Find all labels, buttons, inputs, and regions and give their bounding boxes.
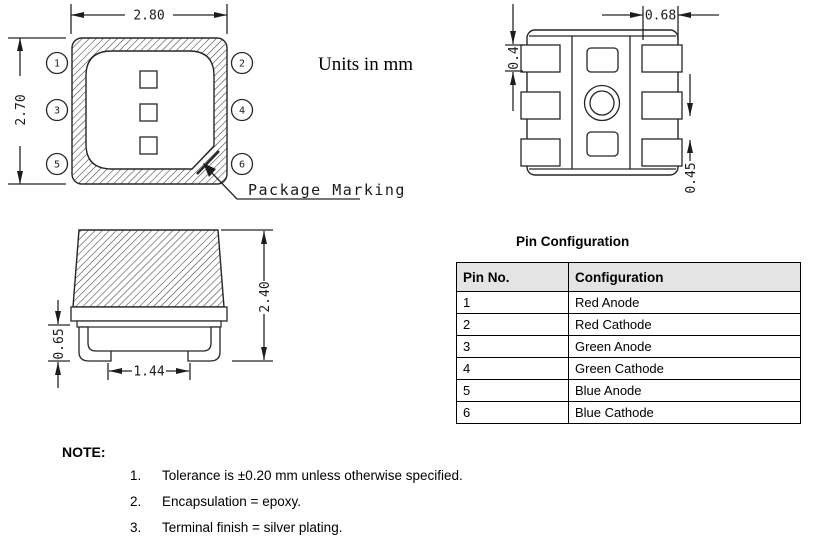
cell-config: Red Anode: [569, 292, 801, 314]
lead-left: [79, 327, 111, 361]
table-row: [457, 292, 801, 314]
dimension-pad-gap: [684, 74, 699, 194]
note-item: [130, 520, 463, 546]
table-row: [457, 402, 801, 424]
cell-pin: 2: [457, 314, 569, 336]
pin-5-label: 5: [53, 159, 61, 171]
cell-config: Blue Cathode: [569, 402, 801, 424]
lead-right: [188, 327, 220, 361]
note-number: 3.: [130, 520, 142, 535]
note-number: 2.: [130, 494, 142, 509]
pin-3-label: 3: [53, 105, 61, 117]
top-view: [8, 4, 406, 199]
note-number: 1.: [130, 468, 142, 483]
header-configuration: Configuration: [569, 263, 801, 292]
dimension-side-height: [221, 230, 273, 361]
cell-pin: 6: [457, 402, 569, 424]
led-chip-bottom: [140, 137, 157, 154]
center-pad-bottom: [587, 132, 618, 156]
pad-right-3: [642, 139, 682, 166]
table-header-row: [457, 263, 801, 292]
dimension-pad-height: [505, 4, 523, 111]
note-text: Encapsulation = epoxy.: [162, 494, 301, 509]
pad-left-1: [521, 45, 560, 72]
pad-right-1: [642, 45, 682, 72]
thermal-pad-inner: [590, 91, 614, 115]
header-pin-no: Pin No.: [457, 263, 569, 292]
bottom-view: [505, 4, 719, 194]
table-row: [457, 336, 801, 358]
note-text: Terminal finish = silver plating.: [162, 520, 343, 535]
svg-text:0.4: 0.4: [507, 46, 522, 70]
cell-pin: 1: [457, 292, 569, 314]
svg-text:0.45: 0.45: [684, 162, 699, 194]
cell-pin: 3: [457, 336, 569, 358]
pin-configuration-table: [456, 262, 801, 424]
note-list: [130, 468, 463, 546]
svg-text:2.40: 2.40: [258, 281, 273, 313]
note-item: [130, 494, 463, 520]
table-row: [457, 380, 801, 402]
cell-config: Blue Anode: [569, 380, 801, 402]
pin-6-label: 6: [238, 159, 246, 171]
led-chip-top: [140, 71, 157, 88]
pin-table-title: Pin Configuration: [516, 234, 630, 249]
pad-left-3: [521, 139, 560, 166]
svg-text:1.44: 1.44: [133, 364, 165, 380]
epoxy-body: [73, 230, 224, 307]
note-text: Tolerance is ±0.20 mm unless otherwise specified.: [162, 468, 463, 483]
cell-pin: 4: [457, 358, 569, 380]
pin-4-label: 4: [238, 105, 246, 117]
svg-text:0.65: 0.65: [52, 328, 67, 360]
units-label: Units in mm: [318, 54, 414, 75]
svg-text:0.68: 0.68: [644, 8, 677, 24]
dimension-lead-height: [48, 300, 70, 388]
pad-right-2: [642, 92, 682, 119]
side-view: [48, 230, 273, 388]
note-item: [130, 468, 463, 494]
table-row: [457, 314, 801, 336]
cell-config: Green Anode: [569, 336, 801, 358]
pin-1-label: 1: [53, 58, 61, 70]
cell-config: Green Cathode: [569, 358, 801, 380]
table-row: [457, 358, 801, 380]
cell-pin: 5: [457, 380, 569, 402]
dimension-lead-span: [108, 363, 190, 380]
led-chip-middle: [140, 104, 157, 121]
center-pad-top: [587, 48, 618, 72]
note-title: NOTE:: [62, 444, 106, 460]
cell-config: Red Cathode: [569, 314, 801, 336]
dimension-top-width: [71, 4, 227, 34]
pad-left-2: [521, 92, 560, 119]
package-marking-label: Package Marking: [248, 181, 406, 199]
svg-text:2.70: 2.70: [14, 94, 29, 126]
pin-2-label: 2: [238, 58, 246, 70]
svg-text:2.80: 2.80: [133, 8, 165, 24]
